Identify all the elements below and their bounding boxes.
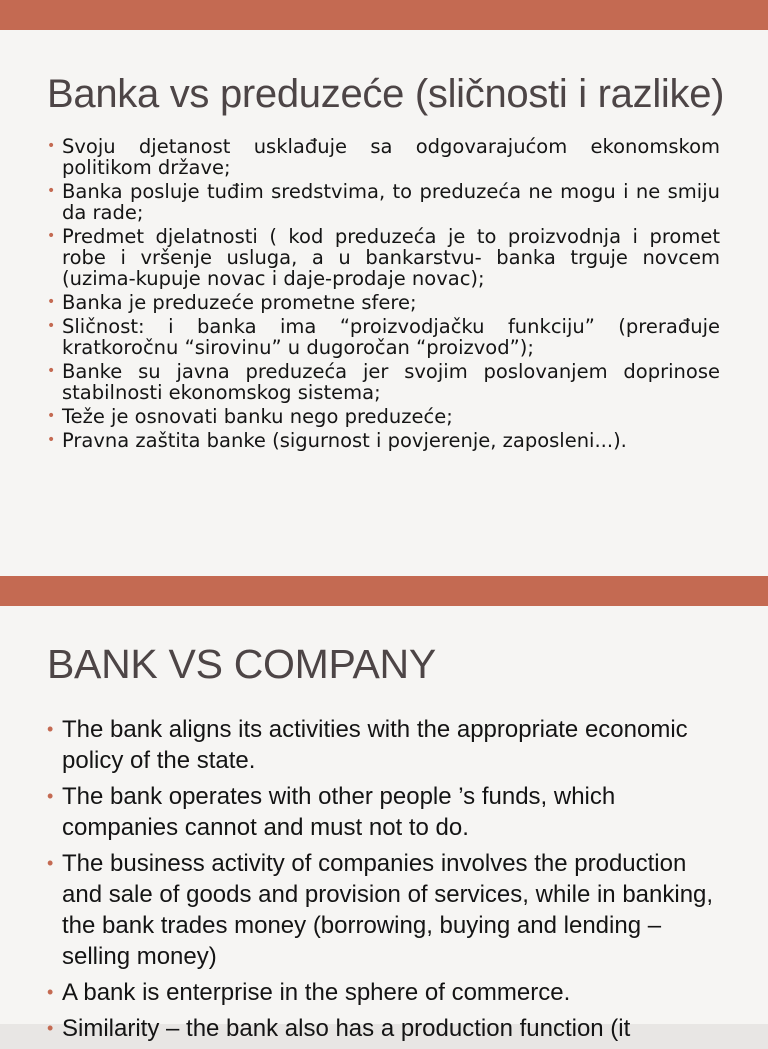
accent-band xyxy=(0,0,768,30)
list-item xyxy=(47,429,720,452)
accent-band xyxy=(0,576,768,606)
slide-title: BANK VS COMPANY xyxy=(47,641,436,687)
bullet-icon: • xyxy=(47,138,56,154)
list-item xyxy=(47,315,720,359)
bullet-text: Predmet djelatnosti ( kod preduzeća je to proizvodnja i promet robe i vršenje usluga, a u bankarstvu- banka trguje novcem (uzima-kupuje novac i daje-prodaje novac); xyxy=(62,225,720,290)
bullet-text: The business activity of companies involves the production and sale of goods and provision of services, while in banking, the bank trades money (borrowing, buying and lending – selling money) xyxy=(62,850,714,970)
bullet-icon: • xyxy=(47,853,54,873)
list-item xyxy=(47,291,720,314)
bullet-icon: • xyxy=(47,432,56,448)
bullet-text: Pravna zaštita banke (sigurnost i povjerenje, zaposleni...). xyxy=(62,429,627,452)
bullet-icon: • xyxy=(47,719,54,739)
bullet-text: The bank operates with other people ’s funds, which companies cannot and must not to do. xyxy=(62,783,616,841)
bullet-text: Sličnost: i banka ima “proizvodjačku funkciju” (prerađuje kratkoročnu “sirovinu” u dugoročan “proizvod”); xyxy=(62,315,720,359)
bullet-text: Similarity – the bank also has a production function (it xyxy=(62,1015,631,1042)
bullet-icon: • xyxy=(47,1018,54,1038)
slide-english xyxy=(0,576,768,1042)
bullet-text: Svoju djetanost usklađuje sa odgovarajućom ekonomskom politikom države; xyxy=(62,135,720,179)
bullet-icon: • xyxy=(47,183,56,199)
list-item xyxy=(47,714,722,776)
bullet-text: Banka posluje tuđim sredstvima, to preduzeća ne mogu i ne smiju da rade; xyxy=(62,180,720,224)
list-item xyxy=(47,848,722,972)
bullet-text: Teže je osnovati banku nego preduzeće; xyxy=(62,405,453,428)
bullet-icon: • xyxy=(47,786,54,806)
bullet-text: A bank is enterprise in the sphere of commerce. xyxy=(62,979,571,1006)
bullet-icon: • xyxy=(47,363,56,379)
bullet-text: Banka je preduzeće prometne sfere; xyxy=(62,291,417,314)
bullet-icon: • xyxy=(47,318,56,334)
bullet-icon: • xyxy=(47,294,56,310)
bullet-list xyxy=(47,714,722,1049)
list-item xyxy=(47,180,720,224)
bullet-icon: • xyxy=(47,982,54,1002)
list-item xyxy=(47,781,722,843)
slide-title: Banka vs preduzeće (sličnosti i razlike) xyxy=(47,72,725,116)
list-item xyxy=(47,360,720,404)
bullet-list xyxy=(47,135,720,454)
list-item xyxy=(47,225,720,290)
bullet-text: The bank aligns its activities with the appropriate economic policy of the state. xyxy=(62,716,688,774)
bullet-text: Banke su javna preduzeća jer svojim poslovanjem doprinose stabilnosti ekonomskog sistema; xyxy=(62,360,720,404)
bullet-icon: • xyxy=(47,228,56,244)
list-item xyxy=(47,405,720,428)
bullet-icon: • xyxy=(47,408,56,424)
list-item xyxy=(47,977,722,1008)
list-item xyxy=(47,1013,722,1044)
list-item xyxy=(47,135,720,179)
